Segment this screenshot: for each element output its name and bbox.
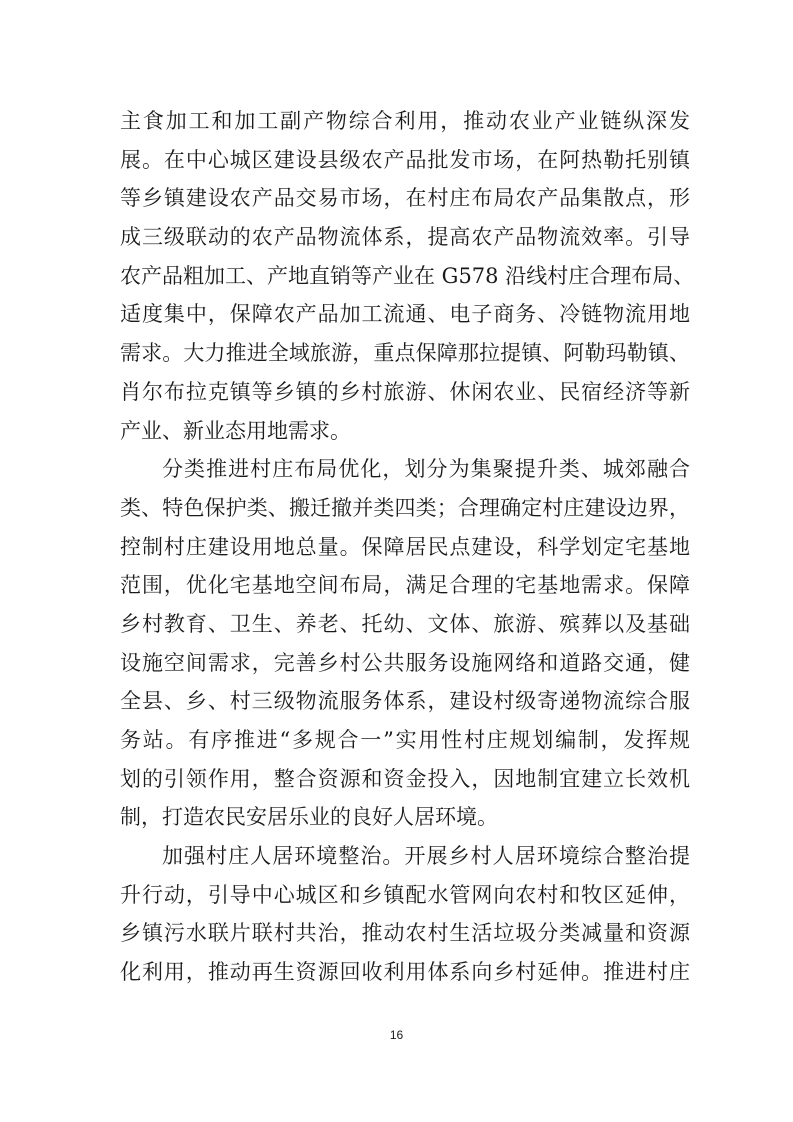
paragraph-line: 控制村庄建设用地总量。保障居民点建设，科学划定宅基地	[120, 534, 690, 559]
paragraph-line: 等乡镇建设农产品交易市场，在村庄布局农产品集散点，形	[120, 186, 690, 211]
paragraph-line: 范围，优化宅基地空间布局，满足合理的宅基地需求。保障	[120, 573, 690, 598]
paragraph-line: 分类推进村庄布局优化，划分为集聚提升类、城郊融合	[162, 457, 690, 482]
paragraph-line: 肖尔布拉克镇等乡镇的乡村旅游、休闲农业、民宿经济等新	[120, 379, 690, 404]
paragraph-line: 产业、新业态用地需求。	[120, 418, 351, 443]
paragraph	[120, 450, 690, 837]
paragraph-line: 农产品粗加工、产地直销等产业在 G578 沿线村庄合理布局、	[120, 263, 695, 288]
paragraph-line: 划的引领作用，整合资源和资金投入，因地制宜建立长效机	[120, 766, 690, 791]
paragraph-line: 务站。有序推进“多规合一”实用性村庄规划编制，发挥规	[120, 728, 690, 752]
page-number: 16	[389, 1028, 404, 1042]
paragraph-line: 适度集中，保障农产品加工流通、电子商务、冷链物流用地	[120, 302, 690, 327]
document-body	[120, 102, 695, 992]
paragraph-line: 需求。大力推进全域旅游，重点保障那拉提镇、阿勒玛勒镇、	[120, 341, 690, 366]
paragraph-line: 主食加工和加工副产物综合利用，推动农业产业链纵深发	[120, 109, 690, 133]
paragraph-line: 全县、乡、村三级物流服务体系，建设村级寄递物流综合服	[120, 689, 690, 714]
paragraph-line: 展。在中心城区建设县级农产品批发市场，在阿热勒托别镇	[120, 147, 690, 172]
paragraph	[120, 837, 690, 992]
paragraph-line: 成三级联动的农产品物流体系，提高农产品物流效率。引导	[120, 225, 690, 250]
paragraph-line: 化利用，推动再生资源回收利用体系向乡村延伸。推进村庄	[120, 960, 690, 985]
paragraph-line: 制，打造农民安居乐业的良好人居环境。	[120, 805, 498, 830]
paragraph	[120, 102, 695, 450]
paragraph-line: 类、特色保护类、搬迁撤并类四类；合理确定村庄建设边界，	[120, 495, 690, 520]
paragraph-line: 乡村教育、卫生、养老、托幼、文体、旅游、殡葬以及基础	[120, 611, 690, 636]
paragraph-line: 升行动，引导中心城区和乡镇配水管网向农村和牧区延伸，	[120, 882, 690, 907]
paragraph-line: 设施空间需求，完善乡村公共服务设施网络和道路交通，健	[120, 650, 690, 675]
paragraph-line: 加强村庄人居环境整治。开展乡村人居环境综合整治提	[162, 844, 690, 869]
paragraph-line: 乡镇污水联片联村共治，推动农村生活垃圾分类减量和资源	[120, 921, 690, 946]
